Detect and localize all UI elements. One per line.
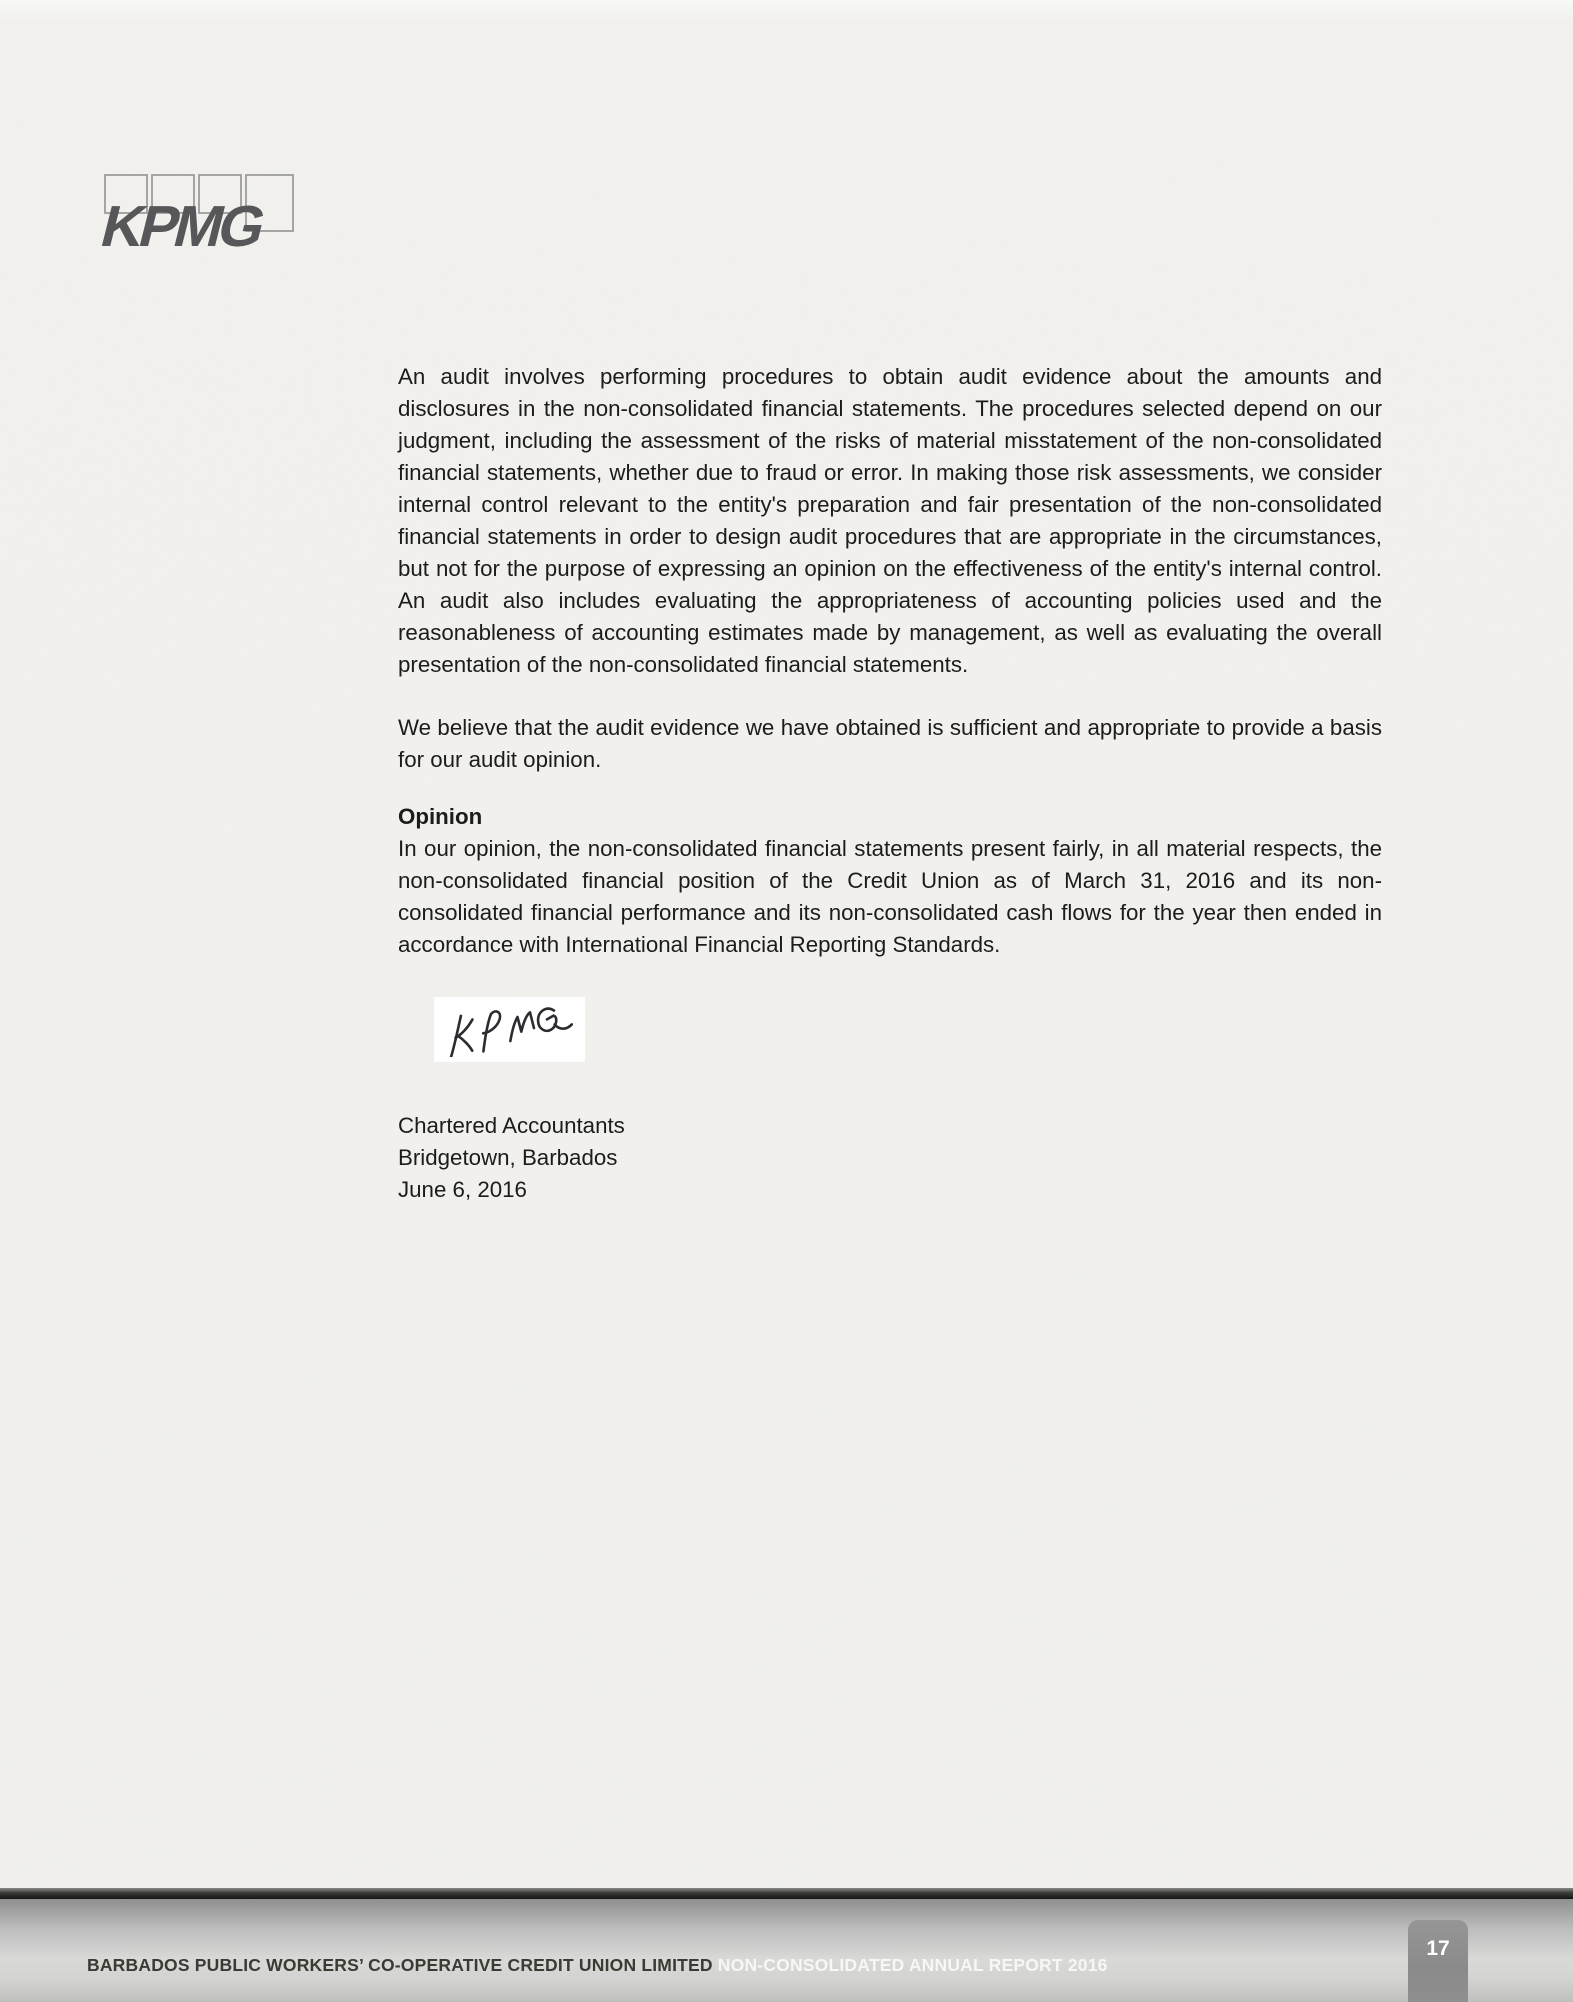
opinion-heading: Opinion — [398, 804, 483, 829]
footer-org-name: BARBADOS PUBLIC WORKERS’ CO-OPERATIVE CREDIT UNION LIMITED — [87, 1955, 713, 1975]
kpmg-wordmark: KPMG — [100, 194, 269, 256]
page-number: 17 — [1426, 1937, 1450, 1960]
footer-report-title: NON-CONSOLIDATED ANNUAL REPORT 2016 — [717, 1955, 1108, 1975]
page-number-tab — [1408, 1920, 1468, 2002]
letter-body — [398, 361, 1382, 1206]
footer-bar — [0, 1899, 1573, 2002]
signoff-location: Bridgetown, Barbados — [398, 1145, 618, 1170]
kpmg-logo — [100, 170, 300, 256]
paragraph-opinion-body: In our opinion, the non-consolidated financial statements present fairly, in all material respects, the non-consolidated financial position of the Credit Union as of March 31, 2016 and its non-consolidated financial performance and its non-consolidated cash flows for the year then ended in accordance with International Financial Reporting Standards. — [398, 836, 1382, 957]
signature-box — [435, 998, 584, 1061]
signoff-firm: Chartered Accountants — [398, 1113, 625, 1138]
signoff-block — [398, 1110, 1382, 1206]
kpmg-signature-icon — [443, 1003, 577, 1057]
signoff-date: June 6, 2016 — [398, 1177, 527, 1202]
paragraph-audit-scope: An audit involves performing procedures to obtain audit evidence about the amounts and disclosures in the non-consolidated financial statements. The procedures selected depend on our judgment, including the assessment of the risks of material misstatement of the non-consolidated financial statements, whether due to fraud or error. In making those risk assessments, we consider internal control relevant to the entity's preparation and fair presentation of the non-consolidated financial statements in order to design audit procedures that are appropriate in the circumstances, but not for the purpose of expressing an opinion on the effectiveness of the entity's internal control. An audit also includes evaluating the appropriateness of accounting policies used and the reasonableness of accounting estimates made by management, as well as evaluating the overall presentation of the non-consolidated financial statements. — [398, 364, 1382, 677]
kpmg-logo-icon — [100, 170, 300, 256]
footer-top-edge — [0, 1888, 1573, 1899]
paragraph-audit-belief: We believe that the audit evidence we have obtained is sufficient and appropriate to provide a basis for our audit opinion. — [398, 715, 1382, 772]
footer-text — [87, 1955, 1108, 1976]
